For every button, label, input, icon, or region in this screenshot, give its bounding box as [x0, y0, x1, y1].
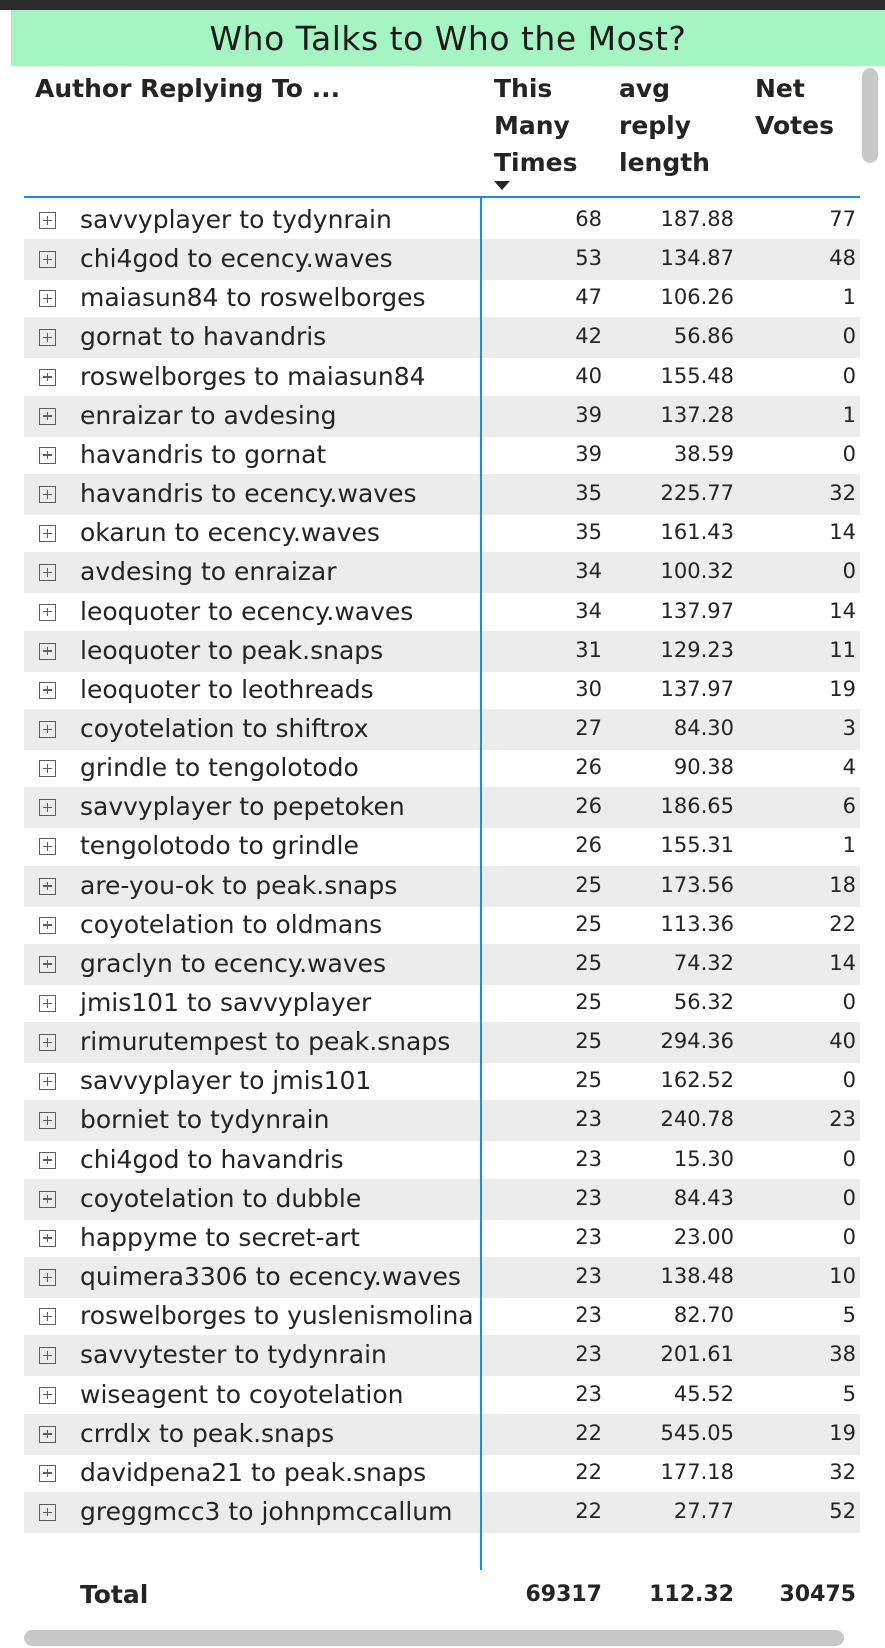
row-author-pair: maiasun84 to roswelborges — [80, 283, 426, 313]
row-times: 39 — [575, 402, 602, 427]
row-length: 186.65 — [660, 794, 734, 819]
expand-icon[interactable] — [39, 1073, 56, 1090]
row-length: 187.88 — [660, 207, 734, 231]
row-author-pair: coyotelation to dubble — [80, 1183, 362, 1213]
row-times: 23 — [575, 1107, 602, 1132]
expand-icon[interactable] — [39, 721, 56, 738]
table-row[interactable] — [24, 200, 860, 241]
sort-descending-icon[interactable] — [494, 181, 510, 190]
row-votes: 19 — [829, 1420, 856, 1445]
row-author-pair: savvyplayer to jmis101 — [80, 1066, 372, 1096]
row-author-pair: chi4god to havandris — [80, 1144, 344, 1174]
row-length: 155.48 — [660, 363, 734, 388]
expand-icon[interactable] — [39, 525, 56, 542]
row-times: 34 — [575, 598, 602, 623]
row-times: 23 — [575, 1264, 602, 1289]
table-row[interactable] — [24, 1218, 860, 1259]
row-length: 90.38 — [673, 755, 734, 780]
row-times: 47 — [575, 285, 602, 310]
table-row[interactable] — [24, 1100, 860, 1141]
table-row[interactable] — [24, 631, 860, 672]
row-length: 38.59 — [673, 441, 734, 466]
row-author-pair: grindle to tengolotodo — [80, 753, 359, 783]
row-length: 113.36 — [660, 911, 734, 936]
row-author-pair: havandris to ecency.waves — [80, 479, 417, 509]
table-row[interactable] — [24, 435, 860, 476]
table-row[interactable] — [24, 1022, 860, 1063]
table-row[interactable] — [24, 709, 860, 750]
row-length: 225.77 — [660, 481, 734, 506]
row-author-pair: are-you-ok to peak.snaps — [80, 870, 398, 900]
row-length: 100.32 — [660, 559, 734, 584]
table-row[interactable] — [24, 592, 860, 633]
row-author-pair: avdesing to enraizar — [80, 557, 337, 587]
row-length: 56.32 — [673, 990, 734, 1014]
expand-icon[interactable] — [39, 1426, 56, 1443]
row-votes: 0 — [842, 363, 856, 388]
row-author-pair: enraizar to avdesing — [80, 400, 337, 430]
column-header-length[interactable]: avg reply length — [619, 74, 710, 177]
table-row[interactable] — [24, 1492, 860, 1533]
row-author-pair: roswelborges to maiasun84 — [80, 361, 426, 391]
total-votes: 30475 — [779, 1582, 856, 1607]
row-author-pair: roswelborges to yuslenismolina — [80, 1301, 474, 1331]
table-header — [24, 66, 860, 196]
row-author-pair: coyotelation to shiftrox — [80, 713, 369, 743]
expand-icon[interactable] — [39, 1034, 56, 1051]
row-author-pair: okarun to ecency.waves — [80, 518, 380, 548]
expand-icon[interactable] — [39, 604, 56, 621]
row-votes: 77 — [829, 207, 856, 231]
row-votes: 10 — [829, 1264, 856, 1289]
row-length: 138.48 — [660, 1264, 734, 1289]
expand-icon[interactable] — [39, 447, 56, 464]
expand-icon[interactable] — [39, 1347, 56, 1364]
row-length: 15.30 — [673, 1146, 734, 1171]
row-author-pair: savvyplayer to pepetoken — [80, 792, 405, 822]
row-length: 545.05 — [660, 1420, 734, 1445]
table-row[interactable] — [24, 787, 860, 828]
table-row[interactable] — [24, 1257, 860, 1298]
row-times: 35 — [575, 481, 602, 506]
expand-icon[interactable] — [39, 564, 56, 581]
row-times: 25 — [575, 1029, 602, 1054]
expand-icon[interactable] — [39, 1230, 56, 1247]
row-times: 40 — [575, 363, 602, 388]
total-length: 112.32 — [649, 1582, 734, 1607]
expand-icon[interactable] — [39, 1504, 56, 1521]
table-row[interactable] — [24, 1335, 860, 1376]
row-votes: 4 — [842, 755, 856, 780]
row-votes: 40 — [829, 1029, 856, 1054]
total-row — [24, 1570, 860, 1628]
table-row[interactable] — [24, 357, 860, 398]
expand-icon[interactable] — [39, 799, 56, 816]
column-header-votes[interactable]: Net Votes — [755, 74, 834, 140]
row-times: 23 — [575, 1342, 602, 1367]
row-length: 74.32 — [673, 950, 734, 975]
row-length: 173.56 — [660, 872, 734, 897]
title-band — [11, 10, 885, 66]
expand-icon[interactable] — [39, 1112, 56, 1129]
row-votes: 22 — [829, 911, 856, 936]
row-times: 23 — [575, 1185, 602, 1210]
row-votes: 19 — [829, 676, 856, 701]
row-times: 27 — [575, 715, 602, 740]
table-row[interactable] — [24, 1061, 860, 1102]
table-row[interactable] — [24, 1296, 860, 1337]
row-length: 56.86 — [673, 324, 734, 349]
row-author-pair: borniet to tydynrain — [80, 1105, 330, 1135]
expand-icon[interactable] — [39, 1387, 56, 1404]
row-length: 161.43 — [660, 520, 734, 545]
expand-icon[interactable] — [39, 1152, 56, 1169]
row-times: 23 — [575, 1224, 602, 1249]
row-times: 23 — [575, 1381, 602, 1406]
total-label: Total — [80, 1580, 149, 1609]
expand-icon[interactable] — [39, 682, 56, 699]
row-length: 137.97 — [660, 598, 734, 623]
row-author-pair: leoquoter to ecency.waves — [80, 596, 414, 626]
row-length: 155.31 — [660, 833, 734, 858]
row-times: 22 — [575, 1420, 602, 1445]
table-row[interactable] — [24, 552, 860, 593]
row-votes: 14 — [829, 520, 856, 545]
table-row[interactable] — [24, 278, 860, 319]
row-author-pair: quimera3306 to ecency.waves — [80, 1262, 461, 1292]
expand-icon[interactable] — [39, 643, 56, 660]
expand-icon[interactable] — [39, 760, 56, 777]
table-row[interactable] — [24, 1453, 860, 1494]
row-length: 240.78 — [660, 1107, 734, 1132]
row-times: 68 — [575, 207, 602, 231]
expand-icon[interactable] — [39, 995, 56, 1012]
row-votes: 18 — [829, 872, 856, 897]
row-times: 22 — [575, 1498, 602, 1523]
row-times: 53 — [575, 246, 602, 271]
table-row[interactable] — [24, 1375, 860, 1416]
row-times: 31 — [575, 637, 602, 662]
row-votes: 14 — [829, 950, 856, 975]
row-length: 23.00 — [673, 1224, 734, 1249]
row-times: 25 — [575, 1068, 602, 1093]
row-author-pair: havandris to gornat — [80, 439, 327, 469]
column-header-author[interactable]: Author Replying To ... — [35, 74, 341, 103]
row-length: 106.26 — [660, 285, 734, 310]
expand-icon[interactable] — [39, 1191, 56, 1208]
row-author-pair: rimurutempest to peak.snaps — [80, 1027, 451, 1057]
row-times: 25 — [575, 872, 602, 897]
table-row[interactable] — [24, 905, 860, 946]
page-title: Who Talks to Who the Most? — [209, 18, 687, 58]
row-length: 162.52 — [660, 1068, 734, 1093]
row-votes: 0 — [842, 441, 856, 466]
row-times: 39 — [575, 441, 602, 466]
row-length: 201.61 — [660, 1342, 734, 1367]
expand-icon[interactable] — [39, 1465, 56, 1482]
table-row[interactable] — [24, 944, 860, 985]
row-author-pair: coyotelation to oldmans — [80, 909, 383, 939]
table-row[interactable] — [24, 396, 860, 437]
row-length: 84.30 — [673, 715, 734, 740]
row-length: 137.97 — [660, 676, 734, 701]
expand-icon[interactable] — [39, 486, 56, 503]
row-votes: 1 — [842, 285, 856, 310]
row-votes: 5 — [842, 1303, 856, 1328]
expand-icon[interactable] — [39, 1308, 56, 1325]
row-length: 134.87 — [660, 246, 734, 271]
vertical-scrollbar[interactable] — [862, 68, 878, 163]
row-votes: 52 — [829, 1498, 856, 1523]
expand-icon[interactable] — [39, 956, 56, 973]
table-row[interactable] — [24, 748, 860, 789]
row-votes: 0 — [842, 1068, 856, 1093]
expand-icon[interactable] — [39, 251, 56, 268]
row-votes: 5 — [842, 1381, 856, 1406]
row-votes: 14 — [829, 598, 856, 623]
expand-icon[interactable] — [39, 329, 56, 346]
row-length: 294.36 — [660, 1029, 734, 1054]
table-row[interactable] — [24, 1140, 860, 1181]
total-times: 69317 — [525, 1582, 602, 1607]
row-votes: 23 — [829, 1107, 856, 1132]
row-length: 45.52 — [673, 1381, 734, 1406]
expand-icon[interactable] — [39, 1269, 56, 1286]
row-length: 177.18 — [660, 1459, 734, 1484]
row-author-pair: wiseagent to coyotelation — [80, 1379, 404, 1409]
row-times: 25 — [575, 950, 602, 975]
row-author-pair: savvyplayer to tydynrain — [80, 205, 392, 234]
row-votes: 0 — [842, 990, 856, 1014]
expand-icon[interactable] — [39, 408, 56, 425]
horizontal-scrollbar[interactable] — [24, 1630, 844, 1646]
table-body — [24, 198, 860, 1570]
row-author-pair: chi4god to ecency.waves — [80, 244, 393, 274]
expand-icon[interactable] — [39, 917, 56, 934]
table-row[interactable] — [24, 826, 860, 867]
row-length: 84.43 — [673, 1185, 734, 1210]
row-times: 35 — [575, 520, 602, 545]
column-header-times[interactable]: This Many Times — [494, 74, 578, 177]
row-times: 34 — [575, 559, 602, 584]
row-length: 27.77 — [673, 1498, 734, 1523]
table-row[interactable] — [24, 513, 860, 554]
table-row[interactable] — [24, 474, 860, 515]
row-times: 25 — [575, 990, 602, 1014]
row-votes: 48 — [829, 246, 856, 271]
row-author-pair: tengolotodo to grindle — [80, 831, 359, 861]
row-votes: 32 — [829, 481, 856, 506]
row-votes: 32 — [829, 1459, 856, 1484]
table-row[interactable] — [24, 317, 860, 358]
expand-icon[interactable] — [39, 838, 56, 855]
table-row[interactable] — [24, 983, 860, 1024]
row-author-pair: davidpena21 to peak.snaps — [80, 1457, 427, 1487]
matrix-table — [24, 66, 860, 1628]
row-times: 23 — [575, 1146, 602, 1171]
expand-icon[interactable] — [39, 212, 56, 229]
row-votes: 0 — [842, 1146, 856, 1171]
expand-icon[interactable] — [39, 878, 56, 895]
row-author-pair: crrdlx to peak.snaps — [80, 1418, 335, 1448]
row-author-pair: graclyn to ecency.waves — [80, 948, 387, 978]
row-length: 137.28 — [660, 402, 734, 427]
row-times: 26 — [575, 794, 602, 819]
row-times: 22 — [575, 1459, 602, 1484]
row-votes: 0 — [842, 559, 856, 584]
top-bar — [0, 0, 885, 10]
row-author-pair: happyme to secret-art — [80, 1222, 360, 1252]
column-divider — [480, 198, 482, 1628]
table-row[interactable] — [24, 670, 860, 711]
row-author-pair: savvytester to tydynrain — [80, 1340, 387, 1370]
row-times: 26 — [575, 755, 602, 780]
row-votes: 1 — [842, 833, 856, 858]
table-row[interactable] — [24, 1179, 860, 1220]
row-votes: 0 — [842, 1224, 856, 1249]
row-votes: 38 — [829, 1342, 856, 1367]
row-author-pair: gornat to havandris — [80, 322, 327, 352]
row-votes: 0 — [842, 1185, 856, 1210]
row-times: 42 — [575, 324, 602, 349]
row-votes: 1 — [842, 402, 856, 427]
row-author-pair: jmis101 to savvyplayer — [80, 988, 372, 1017]
expand-icon[interactable] — [39, 290, 56, 307]
row-author-pair: greggmcc3 to johnpmccallum — [80, 1496, 453, 1526]
row-author-pair: leoquoter to peak.snaps — [80, 635, 384, 665]
row-votes: 0 — [842, 324, 856, 349]
row-times: 30 — [575, 676, 602, 701]
table-row[interactable] — [24, 1414, 860, 1455]
row-length: 82.70 — [673, 1303, 734, 1328]
table-row[interactable] — [24, 239, 860, 280]
row-length: 129.23 — [660, 637, 734, 662]
row-times: 26 — [575, 833, 602, 858]
row-votes: 6 — [842, 794, 856, 819]
table-row[interactable] — [24, 866, 860, 907]
row-votes: 3 — [842, 715, 856, 740]
row-votes: 11 — [829, 637, 856, 662]
expand-icon[interactable] — [39, 369, 56, 386]
row-times: 23 — [575, 1303, 602, 1328]
row-times: 25 — [575, 911, 602, 936]
row-author-pair: leoquoter to leothreads — [80, 674, 374, 704]
